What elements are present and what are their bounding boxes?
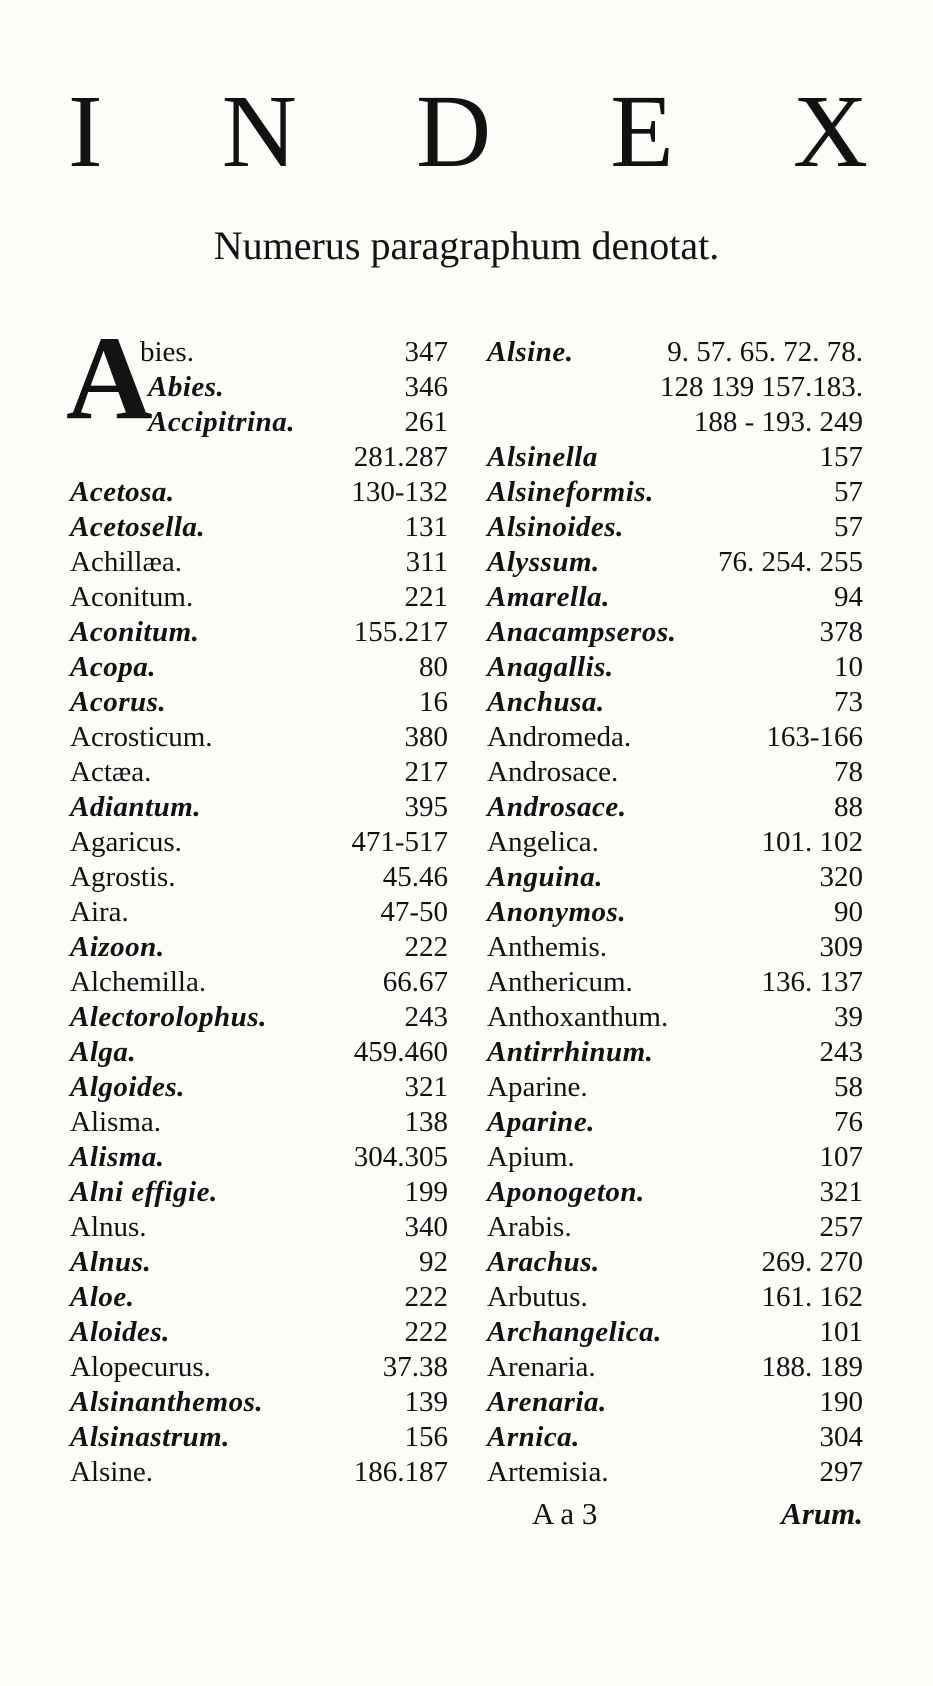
index-entry	[70, 1385, 448, 1420]
entry-term: Arenaria.	[487, 1386, 607, 1418]
title-letter: E	[610, 74, 674, 189]
entry-term: Aconitum.	[70, 616, 200, 648]
entry-reference: 257	[819, 1211, 863, 1243]
entry-reference: 73	[834, 686, 863, 718]
entry-reference: 243	[819, 1036, 863, 1068]
index-entry	[487, 580, 863, 615]
index-entry	[487, 475, 863, 510]
entry-reference: 186.187	[353, 1456, 448, 1488]
entry-term: Alsinastrum.	[70, 1421, 230, 1453]
entry-term: Aconitum.	[70, 581, 194, 613]
index-entry	[487, 440, 863, 475]
index-entry	[487, 1420, 863, 1455]
entry-term: Alni effigie.	[70, 1176, 218, 1208]
index-entry	[70, 825, 448, 860]
entry-reference: 221	[404, 581, 448, 613]
index-entry	[70, 685, 448, 720]
entry-term: Anchusa.	[487, 686, 605, 718]
entry-term: Alyssum.	[487, 546, 600, 578]
index-entry	[70, 1035, 448, 1070]
entry-reference: 92	[419, 1246, 448, 1278]
entry-reference: 37.38	[382, 1351, 448, 1383]
entry-term: Acopa.	[70, 651, 156, 683]
entry-reference: 188. 189	[761, 1351, 863, 1383]
index-entry	[70, 1175, 448, 1210]
entry-reference: 163-166	[766, 721, 863, 753]
entry-term: Achillæa.	[70, 546, 182, 578]
entry-reference: 243	[404, 1001, 448, 1033]
index-entry	[487, 1245, 863, 1280]
index-entry	[70, 1420, 448, 1455]
index-entry	[70, 335, 448, 370]
index-entry	[70, 1210, 448, 1245]
entry-reference: 378	[819, 616, 863, 648]
entry-reference: 222	[404, 1316, 448, 1348]
entry-term: Arabis.	[487, 1211, 572, 1243]
entry-reference: 261	[404, 406, 448, 438]
index-entry	[70, 475, 448, 510]
index-entry	[487, 510, 863, 545]
index-entry	[70, 1105, 448, 1140]
index-entry	[70, 1245, 448, 1280]
entry-term: Amarella.	[487, 581, 610, 613]
entry-reference: 311	[405, 546, 448, 578]
entry-term: Acrosticum.	[70, 721, 213, 753]
index-entry	[487, 1035, 863, 1070]
index-entry	[487, 545, 863, 580]
entry-term: Alnus.	[70, 1211, 147, 1243]
index-entry	[487, 1210, 863, 1245]
entry-term: Alisma.	[70, 1106, 162, 1138]
entry-reference: 90	[834, 896, 863, 928]
entry-reference: 161. 162	[761, 1281, 863, 1313]
entry-term: Algoides.	[70, 1071, 185, 1103]
entry-reference: 80	[419, 651, 448, 683]
index-entry	[487, 1175, 863, 1210]
entry-term: Anonymos.	[487, 896, 627, 928]
entry-reference: 190	[819, 1386, 863, 1418]
entry-term: Arenaria.	[487, 1351, 596, 1383]
entry-reference: 101. 102	[761, 826, 863, 858]
entry-term: Arachus.	[487, 1246, 600, 1278]
drop-cap-letter: A	[66, 311, 153, 444]
entry-reference: 94	[834, 581, 863, 613]
entry-reference: 155.217	[353, 616, 448, 648]
entry-reference: 281.287	[353, 441, 448, 473]
entry-term: Alopecurus.	[70, 1351, 211, 1383]
index-entry	[70, 1455, 448, 1490]
index-entry	[70, 1140, 448, 1175]
entry-term: Arbutus.	[487, 1281, 588, 1313]
index-entry	[487, 335, 863, 370]
title-letter: X	[792, 74, 868, 189]
entry-reference: 9. 57. 65. 72. 78.	[667, 336, 863, 368]
index-entry	[487, 1070, 863, 1105]
entry-term: Alectorolophus.	[70, 1001, 267, 1033]
subtitle: Numerus paragraphum denotat.	[213, 223, 720, 268]
entry-term: Agrostis.	[70, 861, 176, 893]
entry-term: Acorus.	[70, 686, 167, 718]
index-entry	[70, 1070, 448, 1105]
signature-mark: A a 3	[532, 1496, 598, 1531]
entry-term: Actæa.	[70, 756, 152, 788]
entry-term: Alisma.	[70, 1141, 165, 1173]
index-entry	[487, 930, 863, 965]
entry-reference: 380	[404, 721, 448, 753]
entry-reference: 188 - 193. 249	[693, 406, 863, 438]
entry-reference: 395	[404, 791, 448, 823]
right-index-column	[487, 335, 863, 1490]
index-entry	[487, 860, 863, 895]
entry-term: Anthoxanthum.	[487, 1001, 669, 1033]
index-entry	[70, 510, 448, 545]
entry-term: Alsinella	[487, 441, 598, 473]
entry-term: Alsinanthemos.	[70, 1386, 264, 1418]
entry-reference: 101	[819, 1316, 863, 1348]
entry-term: Anguina.	[487, 861, 604, 893]
entry-reference: 128 139 157.183.	[660, 371, 863, 403]
entry-term: Arnica.	[487, 1421, 580, 1453]
index-entry	[487, 650, 863, 685]
entry-reference: 136. 137	[761, 966, 863, 998]
entry-reference: 130-132	[351, 476, 448, 508]
index-entry	[70, 1315, 448, 1350]
entry-reference: 199	[404, 1176, 448, 1208]
entry-term: Aparine.	[487, 1106, 595, 1138]
entry-term: Abies.	[148, 371, 225, 403]
index-entry	[487, 1315, 863, 1350]
index-entry	[487, 1140, 863, 1175]
index-entry	[487, 405, 863, 440]
entry-reference: 10	[834, 651, 863, 683]
entry-term: Andromeda.	[487, 721, 632, 753]
entry-reference: 304.305	[353, 1141, 448, 1173]
entry-term: Alnus.	[70, 1246, 152, 1278]
entry-term: Alchemilla.	[70, 966, 207, 998]
entry-reference: 269. 270	[761, 1246, 863, 1278]
index-entry	[70, 440, 448, 475]
entry-term: Alsinoides.	[487, 511, 624, 543]
entry-reference: 320	[819, 861, 863, 893]
entry-reference: 217	[404, 756, 448, 788]
index-entry	[70, 895, 448, 930]
entry-reference: 157	[819, 441, 863, 473]
title-letter: N	[221, 74, 297, 189]
entry-term: Antirrhinum.	[487, 1036, 654, 1068]
entry-reference: 57	[834, 476, 863, 508]
entry-reference: 222	[404, 931, 448, 963]
entry-term: Anagallis.	[487, 651, 614, 683]
entry-reference: 321	[404, 1071, 448, 1103]
index-entry	[70, 860, 448, 895]
index-entry	[487, 965, 863, 1000]
index-entry	[487, 895, 863, 930]
entry-reference: 304	[819, 1421, 863, 1453]
title-letter: I	[68, 74, 103, 189]
index-entry	[70, 1000, 448, 1035]
entry-term: Agaricus.	[70, 826, 182, 858]
entry-term: Alsineformis.	[487, 476, 654, 508]
left-index-column	[70, 335, 448, 1490]
entry-term: Androsace.	[487, 791, 627, 823]
index-entry	[487, 1105, 863, 1140]
entry-reference: 58	[834, 1071, 863, 1103]
index-entry	[487, 755, 863, 790]
index-entry	[487, 825, 863, 860]
index-entry	[487, 1000, 863, 1035]
entry-reference: 107	[819, 1141, 863, 1173]
entry-term: Anthemis.	[487, 931, 608, 963]
index-entry	[487, 1280, 863, 1315]
entry-reference: 346	[404, 371, 448, 403]
entry-reference: 138	[404, 1106, 448, 1138]
entry-reference: 340	[404, 1211, 448, 1243]
title-letter: D	[416, 74, 492, 189]
entry-term: Aizoon.	[70, 931, 165, 963]
entry-term: Adiantum.	[70, 791, 202, 823]
entry-term: Acetosella.	[70, 511, 206, 543]
index-entry	[70, 1280, 448, 1315]
index-entry	[70, 790, 448, 825]
entry-reference: 47-50	[380, 896, 448, 928]
index-entry	[487, 720, 863, 755]
index-entry	[487, 615, 863, 650]
entry-term: Accipitrina.	[148, 406, 295, 438]
entry-reference: 347	[404, 336, 448, 368]
entry-term: Alga.	[70, 1036, 137, 1068]
catchword: Arum.	[781, 1496, 863, 1531]
index-entry	[70, 580, 448, 615]
entry-term: Anacampseros.	[487, 616, 677, 648]
entry-term: Artemisia.	[487, 1456, 609, 1488]
index-entry	[70, 615, 448, 650]
index-entry	[487, 370, 863, 405]
index-entry	[487, 790, 863, 825]
entry-reference: 139	[404, 1386, 448, 1418]
entry-reference: 16	[419, 686, 448, 718]
entry-term: Acetosa.	[70, 476, 175, 508]
index-entry	[70, 1350, 448, 1385]
entry-term: Anthericum.	[487, 966, 633, 998]
entry-reference: 57	[834, 511, 863, 543]
index-entry	[487, 1385, 863, 1420]
entry-reference: 78	[834, 756, 863, 788]
entry-reference: 156	[404, 1421, 448, 1453]
entry-reference: 459.460	[353, 1036, 448, 1068]
entry-term: Aparine.	[487, 1071, 588, 1103]
entry-term: Alsine.	[70, 1456, 153, 1488]
index-entry	[487, 1350, 863, 1385]
entry-reference: 39	[834, 1001, 863, 1033]
entry-term: Aira.	[70, 896, 129, 928]
entry-term: Angelica.	[487, 826, 599, 858]
index-entry	[487, 1455, 863, 1490]
entry-term: Alsine.	[487, 336, 574, 368]
page-footer	[487, 1496, 863, 1536]
index-entry	[70, 370, 448, 405]
index-entry	[70, 930, 448, 965]
index-entry	[70, 545, 448, 580]
entry-reference: 45.46	[382, 861, 448, 893]
entry-term: Androsace.	[487, 756, 619, 788]
entry-reference: 321	[819, 1176, 863, 1208]
index-entry	[70, 405, 448, 440]
index-entry	[70, 965, 448, 1000]
entry-reference: 88	[834, 791, 863, 823]
index-title	[68, 74, 868, 189]
entry-reference: 131	[404, 511, 448, 543]
index-entry	[70, 755, 448, 790]
entry-reference: 66.67	[382, 966, 448, 998]
index-entry	[70, 650, 448, 685]
entry-reference: 222	[404, 1281, 448, 1313]
entry-reference: 76	[834, 1106, 863, 1138]
index-entry	[487, 685, 863, 720]
entry-term: Archangelica.	[487, 1316, 662, 1348]
index-entry	[70, 720, 448, 755]
entry-term: Aponogeton.	[487, 1176, 645, 1208]
entry-reference: 309	[819, 931, 863, 963]
entry-reference: 76. 254. 255	[718, 546, 863, 578]
entry-term: Aloides.	[70, 1316, 170, 1348]
entry-reference: 297	[819, 1456, 863, 1488]
entry-term: Apium.	[487, 1141, 575, 1173]
entry-term: Aloe.	[70, 1281, 135, 1313]
entry-term: bies.	[140, 336, 194, 368]
entry-reference: 471-517	[351, 826, 448, 858]
